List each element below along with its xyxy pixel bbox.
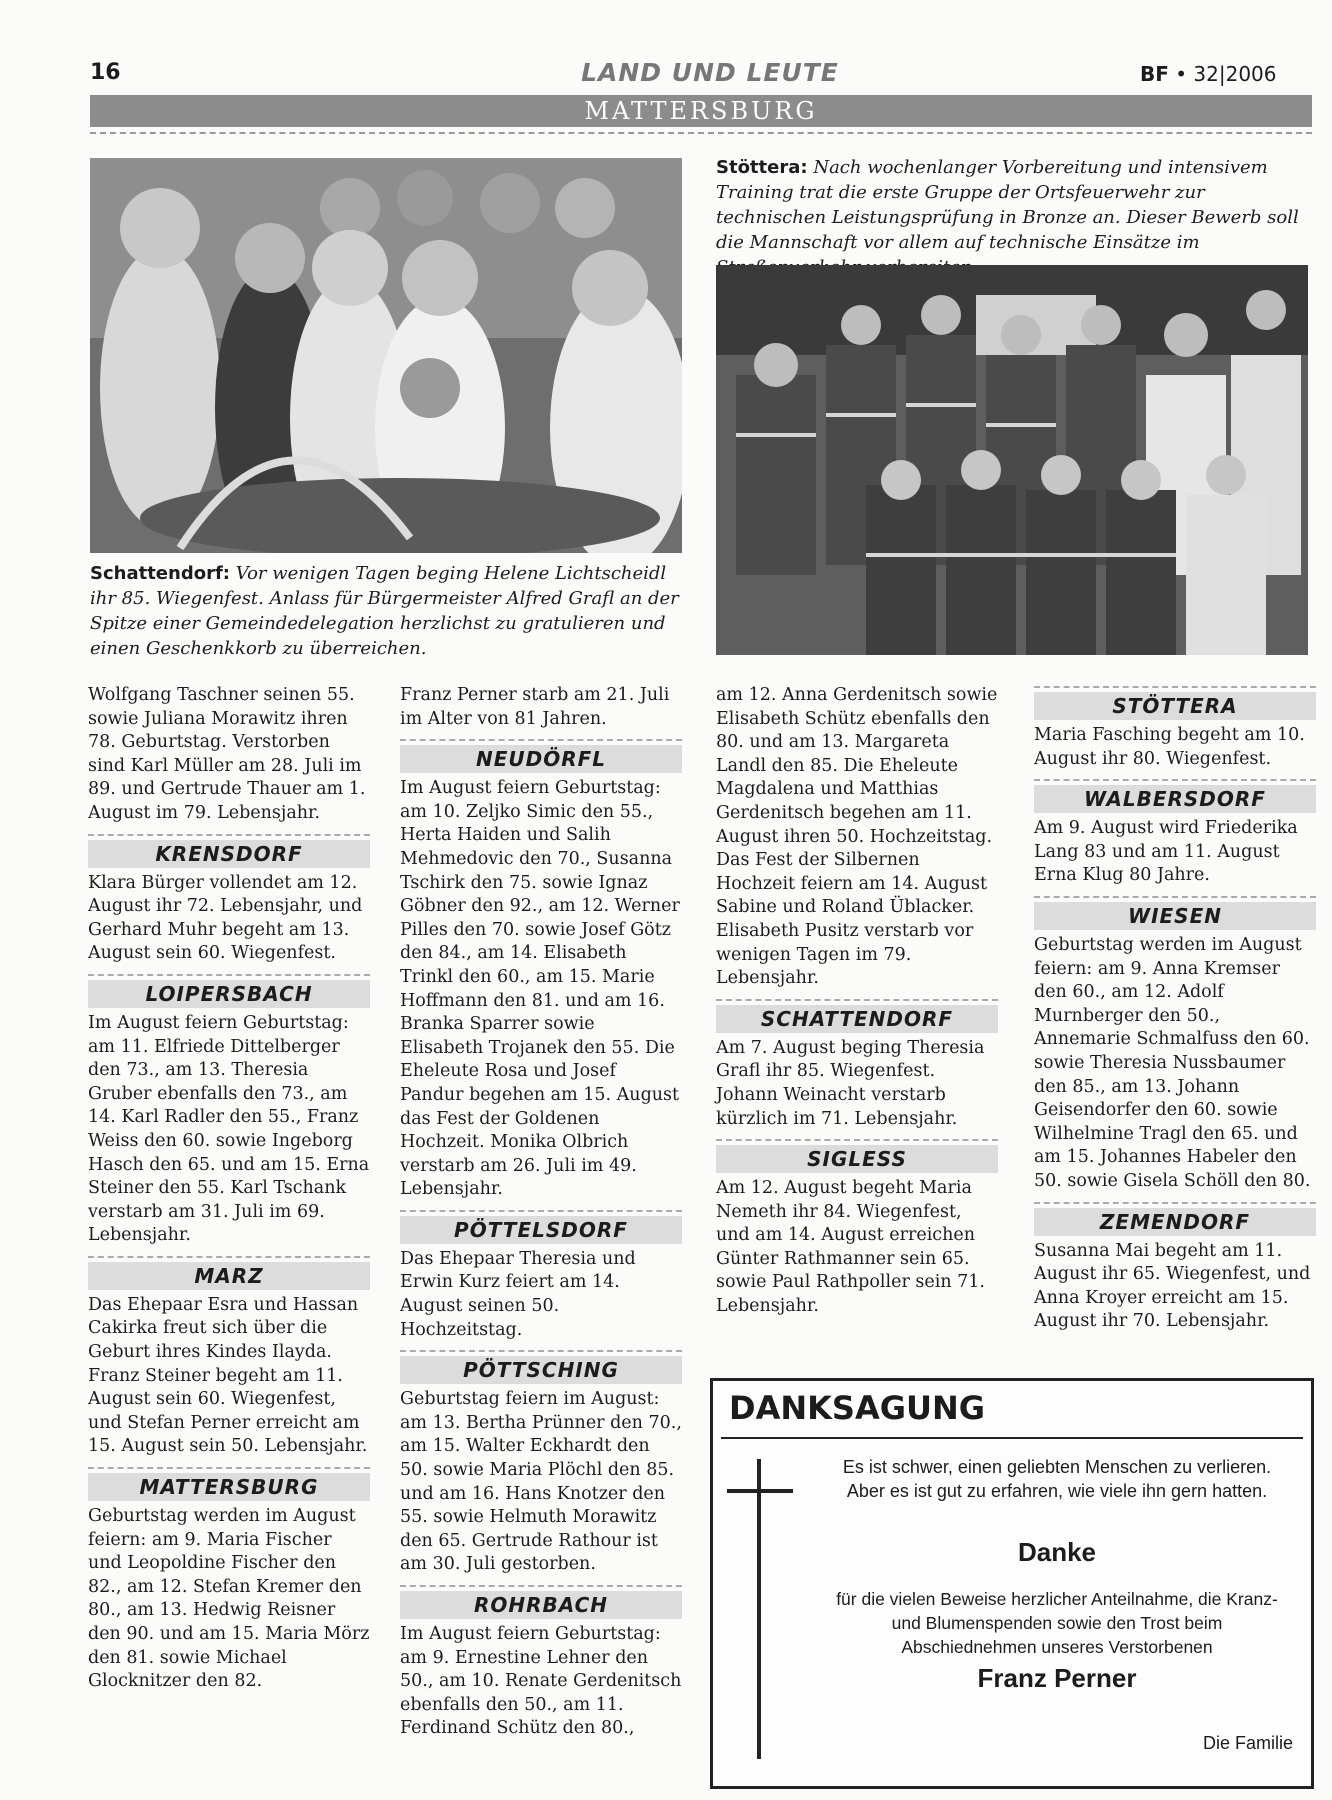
caption-place: Stöttera: [716, 157, 808, 178]
section-title: MATTERSBURG [88, 1473, 370, 1501]
section-text: Maria Fasching begeht am 10. August ihr 80. Wiegenfest. [1034, 725, 1305, 769]
section-text: Am 7. August beging Theresia Grafl ihr 85. Wiegenfest. Johann Weinacht verstarb kürzlich im 71. Lebensjahr. [716, 1037, 985, 1129]
section-text: Susanna Mai begeht am 11. August ihr 65. Wiegenfest, und Anna Kroyer erreicht am 15. August ihr 70. Lebensjahr. [1034, 1240, 1311, 1332]
publication-name: BF [1140, 62, 1169, 86]
section-title: PÖTTSCHING [400, 1356, 682, 1384]
section-text: Klara Bürger vollendet am 12. August ihr 72. Lebensjahr, und Gerhard Muhr begeht am 13. August sein 60. Wiegenfest. [88, 872, 363, 964]
caption-text: Vor wenigen Tagen beging Helene Lichtscheidl ihr 85. Wiegenfest. Anlass für Bürgermeister Alfred Grafl an der Spitze einer Gemeindedelegation herzlichst zu gratulieren und einen Geschenkkorb zu überreichen. [90, 563, 679, 659]
section-title: PÖTTELSDORF [400, 1216, 682, 1244]
section-title: SIGLESS [716, 1145, 998, 1173]
section-text: Das Ehepaar Theresia und Erwin Kurz feiert am 14. August seinen 50. Hochzeitstag. [400, 1248, 636, 1340]
section-rohrbach [400, 1585, 682, 1619]
section-title: WALBERSDORF [1034, 785, 1316, 813]
section-text: Geburtstag werden im August feiern: am 9. Maria Fischer und Leopoldine Fischer den 82., am 12. Stefan Kremer den 80., am 13. Hedwig Reisner den 90. und am 15. Maria Mörz den 81. sowie Michael Glocknitzer den 82. [88, 1506, 370, 1692]
danksagung-title: DANKSAGUNG [729, 1389, 986, 1427]
section-text: Das Ehepaar Esra und Hassan Cakirka freut sich über die Geburt ihres Kindes Ilayda. Franz Steiner begeht am 11. August sein 60. Wiegenfest, und Stefan Perner erreicht am 15. August sein 50. Lebensjahr. [88, 1294, 368, 1457]
section-stoettera [1034, 686, 1316, 720]
section-text: Geburtstag werden im August feiern: am 9. Anna Kremser den 60., am 12. Adolf Murnberger den 50., Annemarie Schmalfuss den 60. sowie Theresia Nussbaumer den 85., am 13. Johann Geisendorfer den 60. sowie Wilhelmine Tragl den 65. und am 15. Johannes Habeler den 50. sowie Gisela Schöll den 80. [1034, 934, 1311, 1191]
section-poettelsdorf [400, 1210, 682, 1244]
danksagung-divider [721, 1437, 1303, 1439]
caption-place: Schattendorf: [90, 563, 230, 584]
article-continuation: Franz Perner starb am 21. Juli im Alter von 81 Jahren. [400, 685, 670, 729]
column-1 [88, 684, 370, 1694]
section-text: Am 9. August wird Friederika Lang 83 und am 11. August Erna Klug 80 Jahre. [1034, 818, 1298, 886]
header-divider [90, 132, 1312, 134]
section-title: ZEMENDORF [1034, 1208, 1316, 1236]
section-schattendorf [716, 999, 998, 1033]
photo-caption-stoettera [716, 155, 1316, 280]
section-title: ROHRBACH [400, 1591, 682, 1619]
section-text: Im August feiern Geburtstag: am 9. Ernestine Lehner den 50., am 10. Renate Gerdenitsch ebenfalls den 50., am 11. Ferdinand Schütz den 80., [400, 1624, 682, 1739]
section-title: STÖTTERA [1034, 692, 1316, 720]
section-krensdorf [88, 834, 370, 868]
section-title: MARZ [88, 1262, 370, 1290]
section-mattersburg [88, 1467, 370, 1501]
section-text: Geburtstag feiern im August: am 13. Bertha Prünner den 70., am 15. Walter Eckhardt den 50. sowie Maria Plöchl den 85. und am 16. Hans Knotzer den 55. sowie Helmuth Morawitz den 65. Gertrude Rathour ist am 30. Juli gestorben. [400, 1389, 682, 1575]
issue-separator: • [1175, 62, 1188, 86]
danksagung-danke: Danke [1017, 1537, 1097, 1567]
section-zemendorf [1034, 1202, 1316, 1236]
photo-birthday-group [90, 158, 682, 553]
section-title: NEUDÖRFL [400, 745, 682, 773]
deceased-name: Franz Perner [977, 1663, 1137, 1693]
page-number: 16 [90, 60, 121, 85]
section-title: SCHATTENDORF [716, 1005, 998, 1033]
column-2 [400, 684, 682, 1741]
section-neudoerfl [400, 739, 682, 773]
danksagung-signature: Die Familie [1202, 1733, 1293, 1753]
section-title: WIESEN [1034, 902, 1316, 930]
column-4 [1034, 684, 1316, 1334]
issue-number: 32|2006 [1193, 62, 1277, 86]
section-poettsching [400, 1350, 682, 1384]
issue-label [1140, 62, 1277, 86]
article-continuation: Wolfgang Taschner seinen 55. sowie Juliana Morawitz ihren 78. Geburtstag. Verstorben sind Karl Müller am 28. Juli im 89. und Gertrude Thauer am 1. August im 79. Lebensjahr. [88, 685, 366, 823]
section-marz [88, 1256, 370, 1290]
section-text: Im August feiern Geburtstag: am 11. Elfriede Dittelberger den 73., am 13. Theresia Gruber ebenfalls den 73., am 14. Karl Radler den 55., Franz Weiss den 60. sowie Ingeborg Hasch den 65. und am 15. Erna Steiner den 55. Karl Tschank verstarb am 31. Juli im 69. Lebensjahr. [88, 1012, 370, 1246]
section-title: KRENSDORF [88, 840, 370, 868]
article-continuation: am 12. Anna Gerdenitsch sowie Elisabeth Schütz ebenfalls den 80. und am 13. Margareta Landl den 85. Die Eheleute Magdalena und Matthias Gerdenitsch begehen am 11. August ihren 50. Hochzeitstag. Das Fest der Silbernen Hochzeit feiern am 14. August Sabine und Roland Üblacker. Elisabeth Pusitz verstarb vor wenigen Tagen im 79. Lebensjahr. [716, 685, 998, 989]
cross-icon-bar [727, 1489, 793, 1493]
section-title: LOIPERSBACH [88, 980, 370, 1008]
danksagung-notice [710, 1378, 1314, 1789]
section-text: Im August feiern Geburtstag: am 10. Zeljko Simic den 55., Herta Haiden und Salih Mehmedovic den 70., Susanna Tschirk den 75. sowie Ignaz Göbner den 92., am 12. Werner Pilles den 70. sowie Josef Götz den 84., am 14. Elisabeth Trinkl den 60., am 15. Marie Hoffmann den 81. und am 16. Branka Sparrer sowie Elisabeth Trojanek den 55. Die Eheleute Rosa und Josef Pandur begehen am 15. August das Fest der Goldenen Hochzeit. Monika Olbrich verstarb am 26. Juli im 49. Lebensjahr. [400, 778, 680, 1200]
column-3 [716, 684, 998, 1319]
section-walbersdorf [1034, 779, 1316, 813]
caption-text: Nach wochenlanger Vorbereitung und intensivem Training trat die erste Gruppe der Ortsfeuerwehr zur technischen Leistungsprüfung in Bronze an. Dieser Bewerb soll die Mannschaft vor allem auf technische Einsätze im [716, 157, 1299, 253]
danksagung-body: für die vielen Beweise herzlicher Anteilnahme, die Kranz- und Blumenspenden sowie den Trost beim Abschiednehmen unseres Verstorbenen [836, 1589, 1278, 1657]
photo-fire-brigade [716, 265, 1308, 655]
danksagung-quote: Es ist schwer, einen geliebten Menschen zu verlieren. Aber es ist gut zu erfahren, wie viele ihn gern hatten. [842, 1457, 1272, 1501]
photo-caption-schattendorf [90, 561, 690, 661]
section-wiesen [1034, 896, 1316, 930]
section-heading: LAND UND LEUTE [581, 58, 839, 87]
section-loipersbach [88, 974, 370, 1008]
region-title: MATTERSBURG [584, 97, 818, 125]
section-text: Am 12. August begeht Maria Nemeth ihr 84. Wiegenfest, und am 14. August erreichen Günter Rathmanner sein 65. sowie Paul Rathpoller sein 71. Lebensjahr. [716, 1178, 985, 1317]
cross-icon [757, 1459, 761, 1759]
section-sigless [716, 1139, 998, 1173]
